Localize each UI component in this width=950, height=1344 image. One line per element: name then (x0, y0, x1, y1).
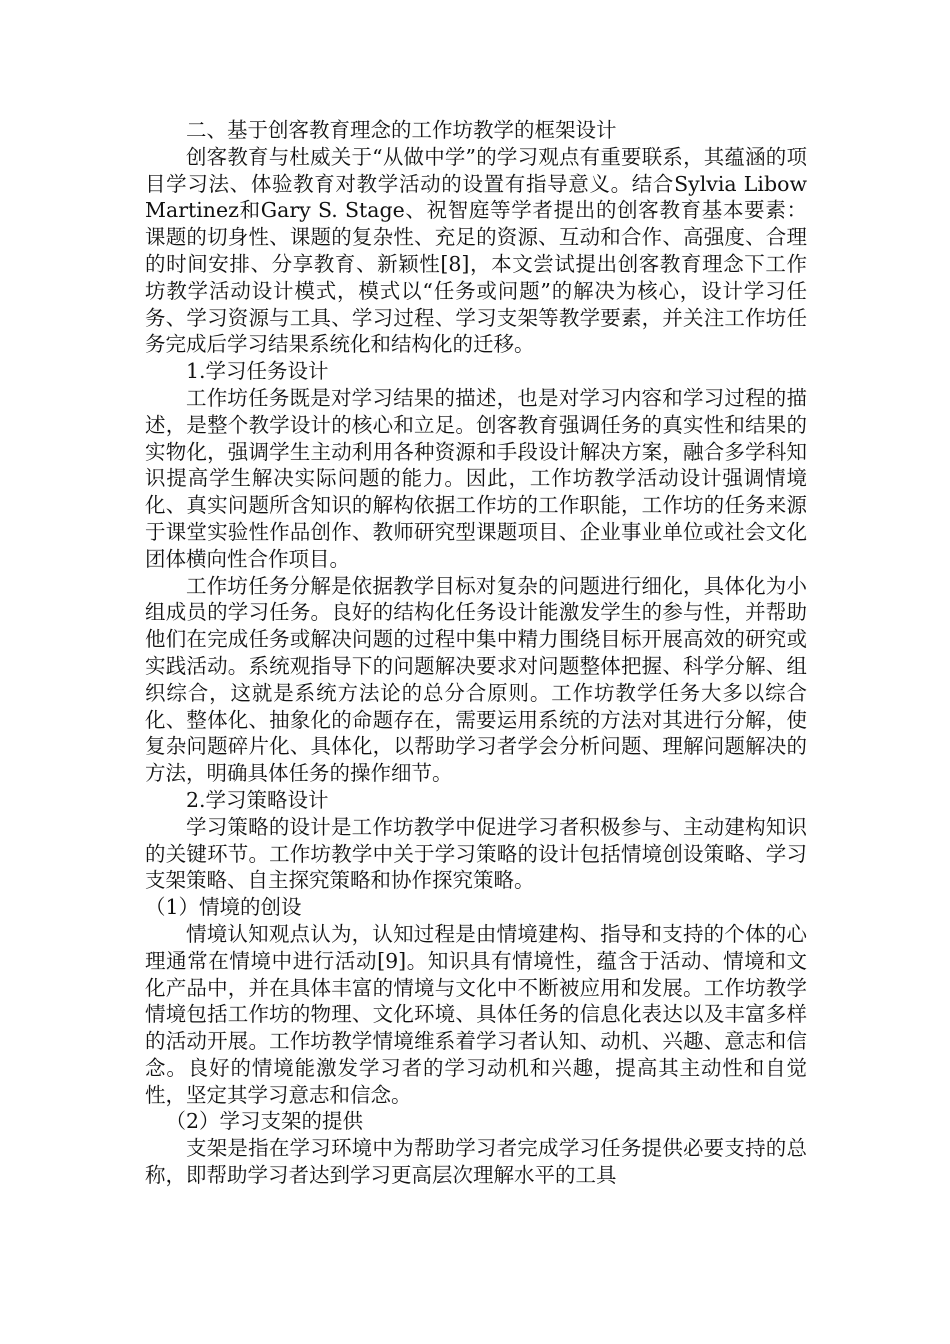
subsection-title-task-design: 1.学习任务设计 (186, 359, 329, 384)
task-design-paragraph-2: 工作坊任务分解是依据教学目标对复杂的问题进行细化，具体化为小组成员的学习任务。良好的结构化任务设计能激发学生的参与性，并帮助他们在完成任务或解决问题的过程中集中精力围绕目标开展高效的研究或实践活动。系统观指导下的问题解决要求对问题整体把握、科学分解、组织综合，这就是系统方法论的总分合原则。工作坊教学任务大多以综合化、整体化、抽象化的命题存在，需要运用系统的方法对其进行分解，使复杂问题碎片化、具体化，以帮助学习者学会分析问题、理解问题解决的方法，明确具体任务的操作细节。 (145, 573, 807, 786)
strategy-design-paragraph: 学习策略的设计是工作坊教学中促进学习者积极参与、主动建构知识的关键环节。工作坊教学中关于学习策略的设计包括情境创设策略、学习支架策略、自主探究策略和协作探究策略。 (145, 814, 807, 893)
subsection-title-strategy-design: 2.学习策略设计 (186, 787, 329, 812)
section-title: 二、基于创客教育理念的工作坊教学的框架设计 (186, 118, 617, 142)
document-body (145, 117, 807, 1189)
task-design-paragraph-1: 工作坊任务既是对学习结果的描述，也是对学习内容和学习过程的描述，是整个教学设计的核心和立足。创客教育强调任务的真实性和结果的实物化，强调学生主动利用各种资源和手段设计解决方案，融合多学科知识提高学生解决实际问题的能力。因此，工作坊教学活动设计强调情境化、真实问题所含知识的解构依据工作坊的工作职能，工作坊的任务来源于课堂实验性作品创作、教师研究型课题项目、企业事业单位或社会文化团体横向性合作项目。 (145, 385, 807, 571)
situation-paragraph: 情境认知观点认为，认知过程是由情境建构、指导和支持的个体的心理通常在情境中进行活动[9]。知识具有情境性，蕴含于活动、情境和文化产品中，并在具体丰富的情境与文化中不断被应用和发展。工作坊教学情境包括工作坊的物理、文化环境、具体任务的信息化表达以及丰富多样的活动开展。工作坊教学情境维系着学习者认知、动机、兴趣、意志和信念。良好的情境能激发学习者的学习动机和兴趣，提高其主动性和自觉性，坚定其学习意志和信念。 (145, 921, 807, 1107)
intro-paragraph: 创客教育与杜威关于“从做中学”的学习观点有重要联系，其蕴涵的项目学习法、体验教育对教学活动的设置有指导意义。结合Sylvia Libow Martinez和Gary S. Stage、祝智庭等学者提出的创客教育基本要素：课题的切身性、课题的复杂性、充足的资源、互动和合作、高强度、合理的时间安排、分享教育、新颖性[8]，本文尝试提出创客教育理念下工作坊教学活动设计模式，模式以“任务或问题”的解决为核心，设计学习任务、学习资源与工具、学习过程、学习支架等教学要素，并关注工作坊任务完成后学习结果系统化和结构化的迁移。 (145, 144, 807, 357)
scaffold-paragraph: 支架是指在学习环境中为帮助学习者完成学习任务提供必要支持的总称，即帮助学习者达到学习更高层次理解水平的工具 (145, 1136, 807, 1188)
item-title-scaffold: （2）学习支架的提供 (165, 1109, 364, 1134)
item-title-situation: （1）情境的创设 (145, 895, 302, 920)
